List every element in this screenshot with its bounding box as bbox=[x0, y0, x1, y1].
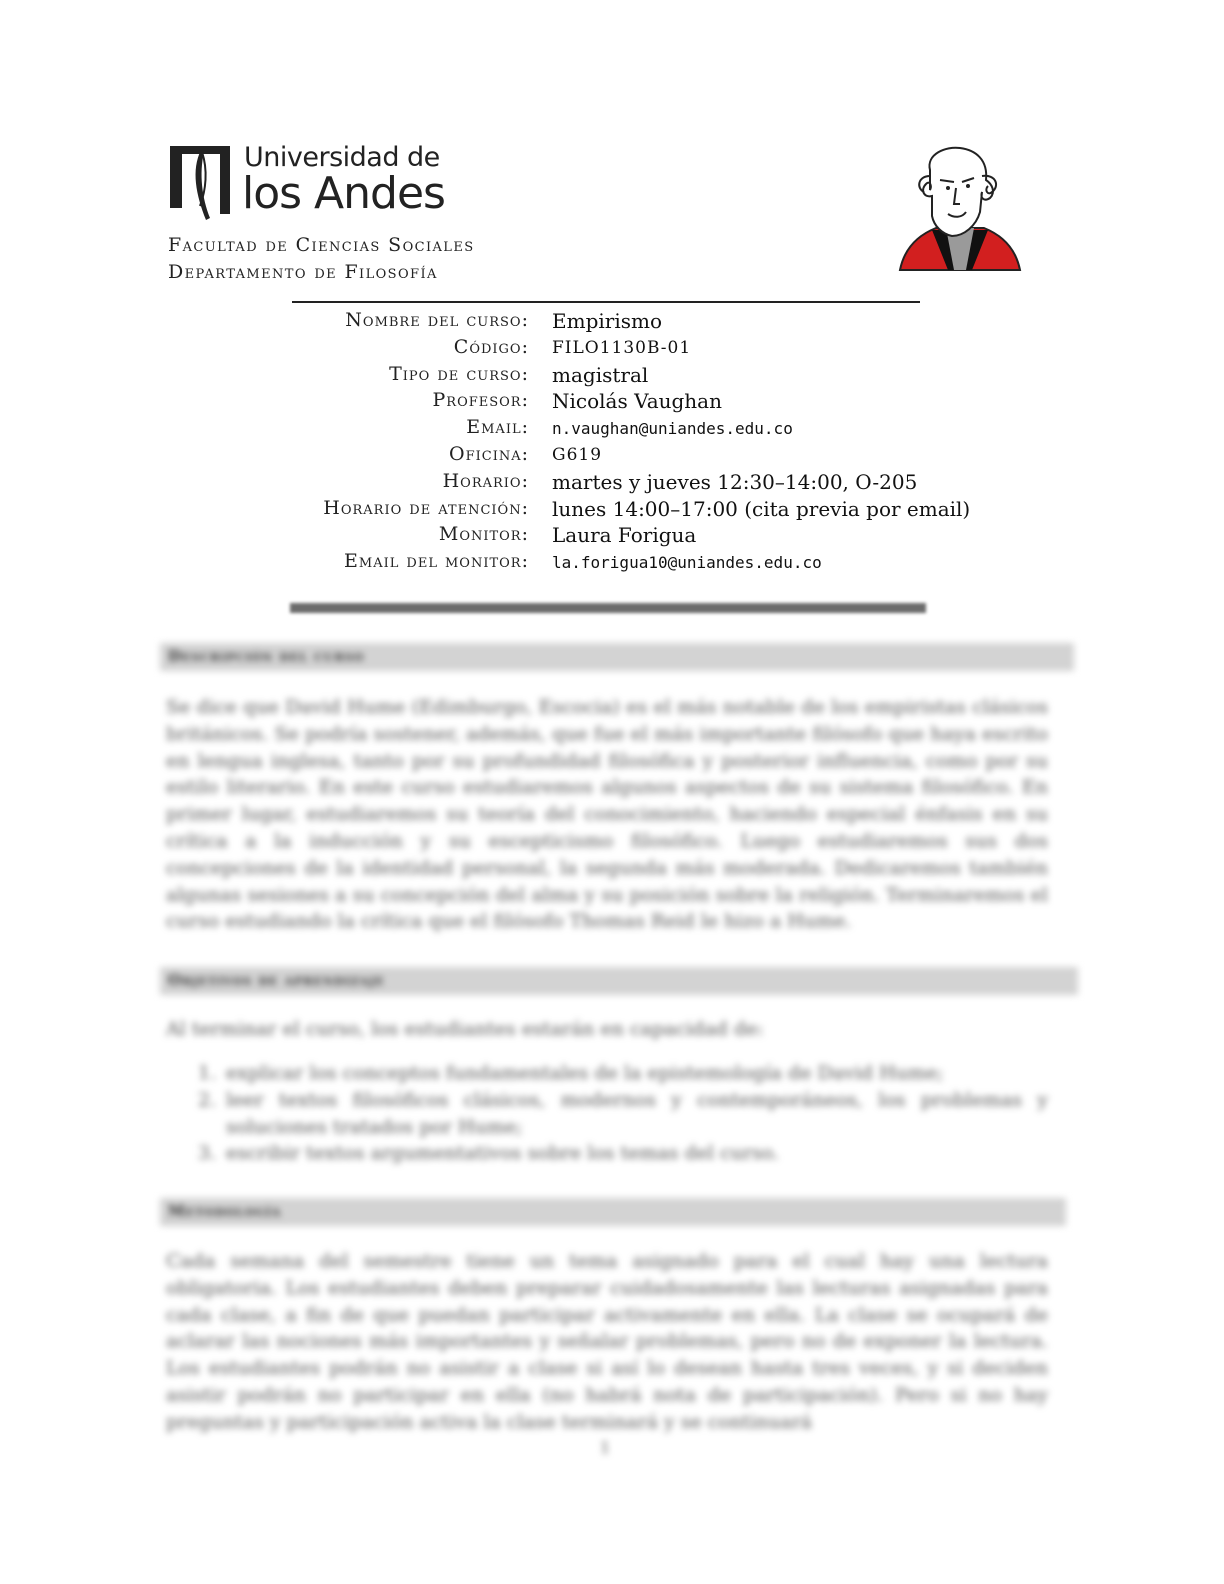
info-label: Horario: bbox=[442, 469, 529, 492]
list-item: 3. escribir textos argumentativos sobre los temas del curso. bbox=[198, 1142, 779, 1165]
info-label: Profesor: bbox=[432, 389, 529, 412]
faculty-name: Facultad de Ciencias Sociales bbox=[168, 234, 475, 256]
info-label: Email del monitor: bbox=[344, 550, 529, 573]
list-item: 1. explicar los conceptos fundamentales de la epistemología de David Hume; bbox=[198, 1062, 944, 1084]
objectives-heading bbox=[160, 967, 1078, 995]
info-label: Tipo de curso: bbox=[389, 362, 529, 385]
office-hours-value: lunes 14:00–17:00 (cita previa por email) bbox=[552, 496, 971, 521]
info-label: Email: bbox=[466, 416, 529, 439]
logo-line-2: los Andes bbox=[242, 168, 445, 219]
description-heading bbox=[160, 643, 1074, 671]
logo-line-1: Universidad de bbox=[244, 142, 440, 173]
objectives-list bbox=[198, 1060, 1048, 1167]
methodology-heading-text: Metodología bbox=[168, 1202, 282, 1220]
info-label: Horario de atención: bbox=[323, 496, 529, 519]
professor-email-link[interactable]: n.vaughan@uniandes.edu.co bbox=[552, 419, 793, 439]
objectives-intro: Al terminar el curso, los estudiantes estarán en capacidad de: bbox=[166, 1018, 764, 1040]
description-paragraph: Se dice que David Hume (Edimburgo, Escocia) es el más notable de los empiristas clásicos británicos. Se podría sostener, además, que fue el más importante filósofo que haya escrito en lengua inglesa, tanto por su profundidad filosófica y posterior influencia, como por su estilo literario. En este curso estudiaremos algunos aspectos de su sistema filosófico. En primer lugar, estudiaremos su teoría del conocimiento, haciendo especial énfasis en su crítica a la inducción y su escepticismo filosófico. Luego estudiaremos sus dos concepciones de la identidad personal, la segunda más moderada. Dedicaremos también algunas sesiones a su concepción del alma y su posición sobre la religión. Terminaremos el curso estudiando la crítica que el filósofo Thomas Reid le hizo a Hume. bbox=[166, 696, 1048, 933]
professor-value: Nicolás Vaughan bbox=[552, 389, 722, 414]
monitor-value: Laura Forigua bbox=[552, 523, 697, 548]
methodology-heading bbox=[160, 1198, 1066, 1226]
course-type-value: magistral bbox=[552, 362, 649, 387]
info-label: Oficina: bbox=[449, 442, 529, 465]
objectives-heading-text: Objetivos de aprendizaje bbox=[168, 971, 385, 989]
methodology-paragraph: Cada semana del semestre tiene un tema asignado para el cual hay una lectura obligatoria. Los estudiantes deben preparar cuidadosamente las lecturas asignadas para cada clase, a fin de que puedan participar activamente en ella. La clase se ocupará de aclarar las nociones más importantes y señalar problemas, pero no de exponer la lectura. Los estudiantes podrán no asistir a clase si así lo desean hasta tres veces, y si deciden asistir podrán no participar en ella (no habrá nota de participación). Pero si no hay preguntas y participación activa la clase terminará y se continuará bbox=[166, 1250, 1048, 1433]
course-name-value: Empirismo bbox=[552, 309, 662, 333]
info-label: Código: bbox=[453, 335, 529, 358]
page-number: 1 bbox=[600, 1438, 611, 1457]
monitor-email-link[interactable]: la.forigua10@uniandes.edu.co bbox=[552, 553, 822, 573]
course-code-value: FILO1130B-01 bbox=[552, 337, 692, 358]
department-name: Departamento de Filosofía bbox=[168, 261, 438, 283]
info-label: Nombre del curso: bbox=[345, 309, 529, 331]
office-value: G619 bbox=[552, 444, 603, 465]
info-label: Monitor: bbox=[438, 523, 529, 546]
schedule-value: martes y jueves 12:30–14:00, O-205 bbox=[552, 469, 918, 494]
description-heading-text: Descripción del curso bbox=[168, 647, 365, 665]
list-item: 2. leer textos filosóficos clásicos, modernos y contemporáneos, los problemas y soluciones tratados por Hume; bbox=[198, 1088, 1048, 1138]
